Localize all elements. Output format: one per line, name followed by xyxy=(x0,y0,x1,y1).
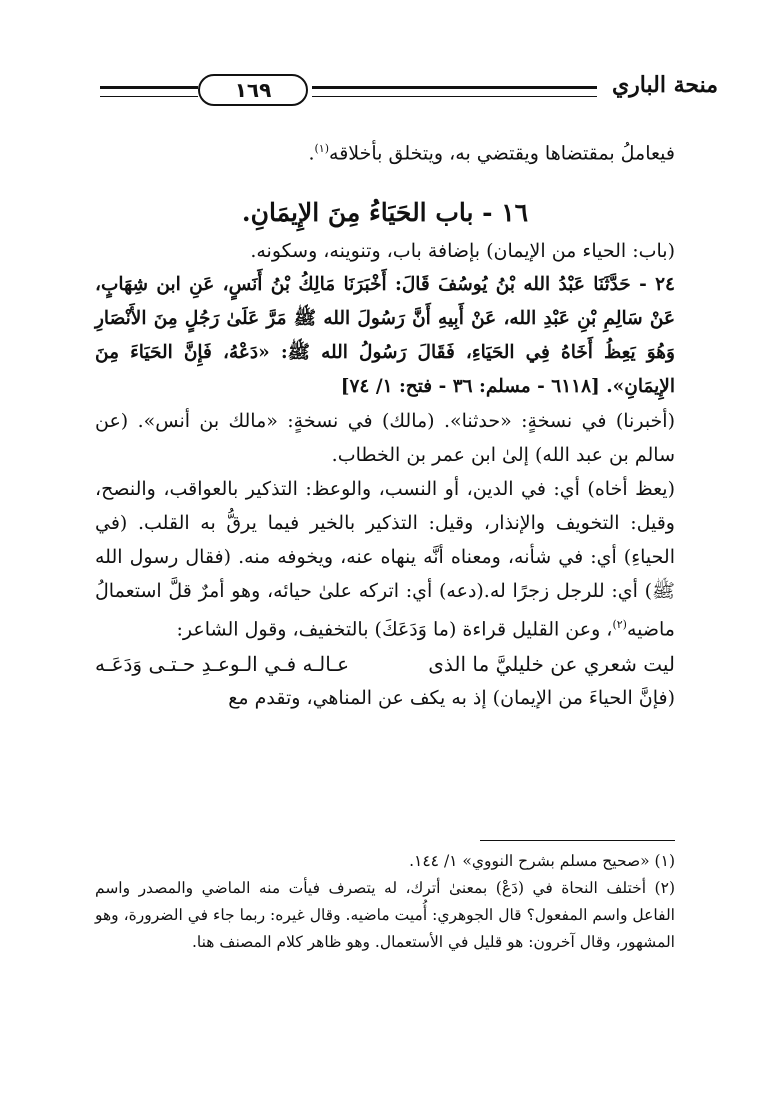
footnote-ref: (٢) xyxy=(612,618,627,632)
header-rule xyxy=(312,86,597,89)
main-text xyxy=(95,132,675,715)
footnote-separator xyxy=(480,840,675,841)
page-number: ١٦٩ xyxy=(234,78,272,102)
header-rule xyxy=(100,96,198,97)
footnote-ref: (١) xyxy=(314,142,330,155)
verse-second-hemistich: عـالـه فـي الـوعـدِ حـتـى وَدَعَـه xyxy=(95,651,350,676)
verse-first-hemistich: ليت شعري عن خليليَّ ما الذى xyxy=(428,651,675,676)
commentary-paragraph: (يعظ أخاه) أي: في الدين، أو النسب، والوعظ: التذكير بالعواقب، والنصح، وقيل: التخويف والإنذار، وقيل: التذكير بالخير فيما يرقُّ به القلب. (في الحياءِ) أي: في شأنه، ومعناه أنَّه ينهاه عنه، ويخوفه منه. (فقال رسول الله ﷺ) أي: للرجل زجرًا له.(دعه) أي: اتركه علىٰ حيائه، وهو أمرٌ قلَّ استعمالُ ماضيه$^{(٢)}$، وعن القليل قراءة (ما وَدَعَكَ) بالتخفيف، وقول الشاعر: xyxy=(95,478,675,641)
header-rule xyxy=(312,96,597,97)
hadith-text: ٢٤ - حَدَّثَنَا عَبْدُ الله بْنُ يُوسُفَ قَالَ: أَخْبَرَنَا مَالِكُ بْنُ أَنَسٍ، عَنِ ابن شِهَابٍ، عَنْ سَالِمِ بْنِ عَبْدِ الله، عَنْ أَبِيهِ أَنَّ رَسُولَ الله ﷺ مَرَّ عَلَىٰ رَجُلٍ مِنَ الأَنْصَارِ وَهُوَ يَعِظُ أَخَاهُ فِي الحَيَاءِ، فَقَالَ رَسُولُ الله ﷺ: «دَعْهُ، فَإِنَّ الحَيَاءَ مِنَ الإِيمَانِ». [٦١١٨ - مسلم: ٣٦ - فتح: ١/ ٧٤] xyxy=(95,274,675,398)
footnote-1: (١) «صحيح مسلم بشرح النووي» ١/ ١٤٤. xyxy=(409,852,675,870)
page-header xyxy=(100,62,719,122)
running-title: منحة الباري xyxy=(600,72,730,98)
footnote-2: (٢) أختلف النحاة في (دَعْ) بمعنىٰ أترك، له يتصرف فيأت منه الماضي والمصدر واسم الفاعل واسم المفعول؟ قال الجوهري: أُميت ماضيه. وقال غيره: ربما جاء في الضرورة، وهو المشهور، وقال آخرون: هو قليل في الأستعمال. وهو ظاهر كلام المصنف هنا. xyxy=(95,879,675,951)
poetry-verse xyxy=(95,647,675,681)
footnotes xyxy=(95,848,675,956)
commentary-paragraph: (فإنَّ الحياءَ من الإيمان) إذ به يكف عن المناهي، وتقدم مع xyxy=(228,686,675,709)
header-rule xyxy=(100,86,198,89)
intro-line: فيعاملُ بمقتضاها ويقتضي به، ويتخلق بأخلاقه$^{(١)}$. xyxy=(308,142,675,165)
page-number-badge xyxy=(198,74,308,106)
chapter-heading: ١٦ - باب الحَيَاءُ مِنَ الإِيمَانِ. xyxy=(241,198,529,228)
chapter-gloss: (باب: الحياء من الإيمان) بإضافة باب، وتنوينه، وسكونه. xyxy=(250,240,675,263)
commentary-paragraph: (أخبرنا) في نسخةٍ: «حدثنا». (مالك) في نسخةٍ: «مالك بن أنس». (عن سالم بن عبد الله) إلىٰ ابن عمر بن الخطاب. xyxy=(95,410,675,467)
